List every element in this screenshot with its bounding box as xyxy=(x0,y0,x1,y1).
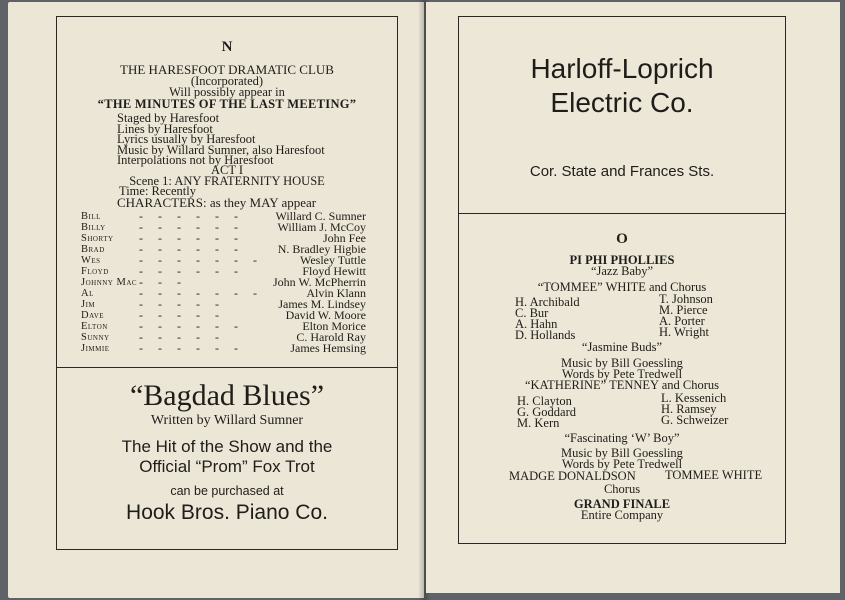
company-name: Electric Co. xyxy=(550,87,694,118)
leader-dashes: - - - - - - xyxy=(139,319,244,333)
chorus-column-left xyxy=(517,395,576,428)
chorus-member: H. Ramsey xyxy=(661,402,717,416)
incorporated-note: (Incorporated) xyxy=(190,74,264,88)
finale-subtitle: Entire Company xyxy=(580,508,664,522)
song-credit: Words by Pete Tredwell xyxy=(561,367,683,381)
cast-row xyxy=(81,343,366,354)
time-label: Time: Recently xyxy=(119,184,196,198)
leader-dashes: - - - - - xyxy=(139,330,225,344)
store-name: Hook Bros. Piano Co. xyxy=(126,501,328,524)
song-lead: “KATHERINE” TENNEY and Chorus xyxy=(524,378,720,392)
club-name: THE HARESFOOT DRAMATIC CLUB xyxy=(120,62,334,77)
cast-role: Floyd xyxy=(81,266,109,277)
cast-actor: David W. Moore xyxy=(285,308,366,322)
cast-role: Brad xyxy=(81,244,105,255)
chorus-member: M. Pierce xyxy=(659,303,708,317)
leader-dashes: - - - - - xyxy=(139,308,225,322)
leader-dashes: - - - - - - - xyxy=(139,253,263,267)
cast-actor: Willard C. Sumner xyxy=(275,209,366,223)
cast-actor: N. Bradley Higbie xyxy=(277,242,366,256)
leader-dashes: - - - xyxy=(139,275,187,289)
cast-actor: Wesley Tuttle xyxy=(299,253,366,267)
cast-role: Elton xyxy=(81,321,108,332)
chorus-member: A. Hahn xyxy=(515,317,558,331)
company-name: Harloff-Loprich xyxy=(530,53,714,84)
cast-role: Johnny Mac xyxy=(81,277,138,288)
chorus-member: G. Goddard xyxy=(517,405,577,419)
cast-role: Al xyxy=(81,288,94,299)
leader-dashes: - - - - - - xyxy=(139,231,244,245)
company-address: Cor. State and Frances Sts. xyxy=(529,163,715,180)
leader-dashes: - - - - - - xyxy=(139,220,244,234)
chorus-member: H. Wright xyxy=(659,325,709,339)
right-divider xyxy=(459,213,785,214)
cast-role: Dave xyxy=(81,310,105,321)
cast-actor: James Hemsing xyxy=(290,341,366,355)
right-program-frame xyxy=(458,16,786,544)
cast-actor: C. Harold Ray xyxy=(296,330,366,344)
credit-line: Lines by Haresfoot xyxy=(117,122,213,136)
chorus-member: D. Hollands xyxy=(515,328,576,342)
chorus-label: Chorus xyxy=(603,482,641,496)
cast-actor: James M. Lindsey xyxy=(278,297,366,311)
song-lead: “TOMMEE” WHITE and Chorus xyxy=(537,280,707,294)
leader-dashes: - - - - - - xyxy=(139,242,244,256)
cast-actor: John W. McPherrin xyxy=(273,275,366,289)
left-program-frame xyxy=(56,16,398,550)
chorus-column-right xyxy=(661,392,728,425)
left-page xyxy=(8,2,424,598)
pholli-heading: PI PHI PHOLLIES xyxy=(569,253,675,267)
cast-role: Billy xyxy=(81,222,106,233)
credit-line: Interpolations not by Haresfoot xyxy=(117,153,274,167)
left-divider xyxy=(57,367,397,368)
song-credit: Words by Pete Tredwell xyxy=(561,457,683,471)
cast-actor: Alvin Klann xyxy=(306,286,366,300)
purchase-line: can be purchased at xyxy=(170,484,284,498)
song-name: “Jazz Baby” xyxy=(590,264,654,278)
appear-line: Will possibly appear in xyxy=(169,85,285,99)
performer-name: TOMMEE WHITE xyxy=(665,468,763,482)
cast-role: Bill xyxy=(81,211,101,222)
credit-line: Music by Willard Sumner, also Haresfoot xyxy=(117,143,325,157)
leader-dashes: - - - - - - xyxy=(139,264,244,278)
cast-actor: Elton Morice xyxy=(302,319,366,333)
credit-line: Staged by Haresfoot xyxy=(117,111,220,125)
chorus-member: M. Kern xyxy=(517,416,560,430)
cast-actor: John Fee xyxy=(323,231,366,245)
song-name: “Jasmine Buds” xyxy=(581,340,663,354)
hit-line: Official “Prom” Fox Trot xyxy=(139,457,315,476)
chorus-member: T. Johnson xyxy=(659,292,713,306)
hit-line: The Hit of the Show and the xyxy=(121,437,333,456)
page-letter-o: O xyxy=(616,231,628,247)
chorus-member: G. Schweizer xyxy=(661,413,729,427)
leader-dashes: - - - - - - xyxy=(139,341,244,355)
leader-dashes: - - - - - - xyxy=(139,209,244,223)
leader-dashes: - - - - - xyxy=(139,297,225,311)
chorus-column-left xyxy=(515,296,580,340)
cast-role: Shorty xyxy=(81,233,114,244)
cast-role: Jim xyxy=(81,299,96,310)
credit-line: Lyrics usually by Haresfoot xyxy=(117,132,256,146)
page-letter-n: N xyxy=(221,39,233,55)
cast-role: Wes xyxy=(81,255,101,266)
grand-finale: GRAND FINALE xyxy=(573,497,671,511)
cast-role: Sunny xyxy=(81,332,110,343)
chorus-member: C. Bur xyxy=(515,306,549,320)
cast-actor: Floyd Hewitt xyxy=(302,264,366,278)
chorus-member: H. Archibald xyxy=(515,295,580,309)
leader-dashes: - - - - - - - xyxy=(139,286,263,300)
chorus-member: A. Porter xyxy=(659,314,705,328)
act-label: ACT I xyxy=(210,163,244,177)
chorus-column-right xyxy=(659,293,713,337)
cast-role: Jimmie xyxy=(81,343,110,354)
right-page xyxy=(426,2,840,593)
performer-name: MADGE DONALDSON xyxy=(509,469,636,483)
play-title: “THE MINUTES OF THE LAST MEETING” xyxy=(97,97,357,111)
scene-label: Scene 1: ANY FRATERNITY HOUSE xyxy=(129,174,325,188)
song-credit: Music by Bill Goessling xyxy=(561,446,683,460)
song-title: “Bagdad Blues” xyxy=(129,379,325,412)
chorus-member: H. Clayton xyxy=(517,394,572,408)
written-by: Written by Willard Sumner xyxy=(150,413,304,428)
characters-heading: CHARACTERS: as they MAY appear xyxy=(117,195,317,210)
song-credit: Music by Bill Goessling xyxy=(561,356,683,370)
chorus-member: L. Kessenich xyxy=(661,391,727,405)
cast-actor: William J. McCoy xyxy=(277,220,366,234)
song-name: “Fascinating ‘W’ Boy” xyxy=(564,431,680,445)
